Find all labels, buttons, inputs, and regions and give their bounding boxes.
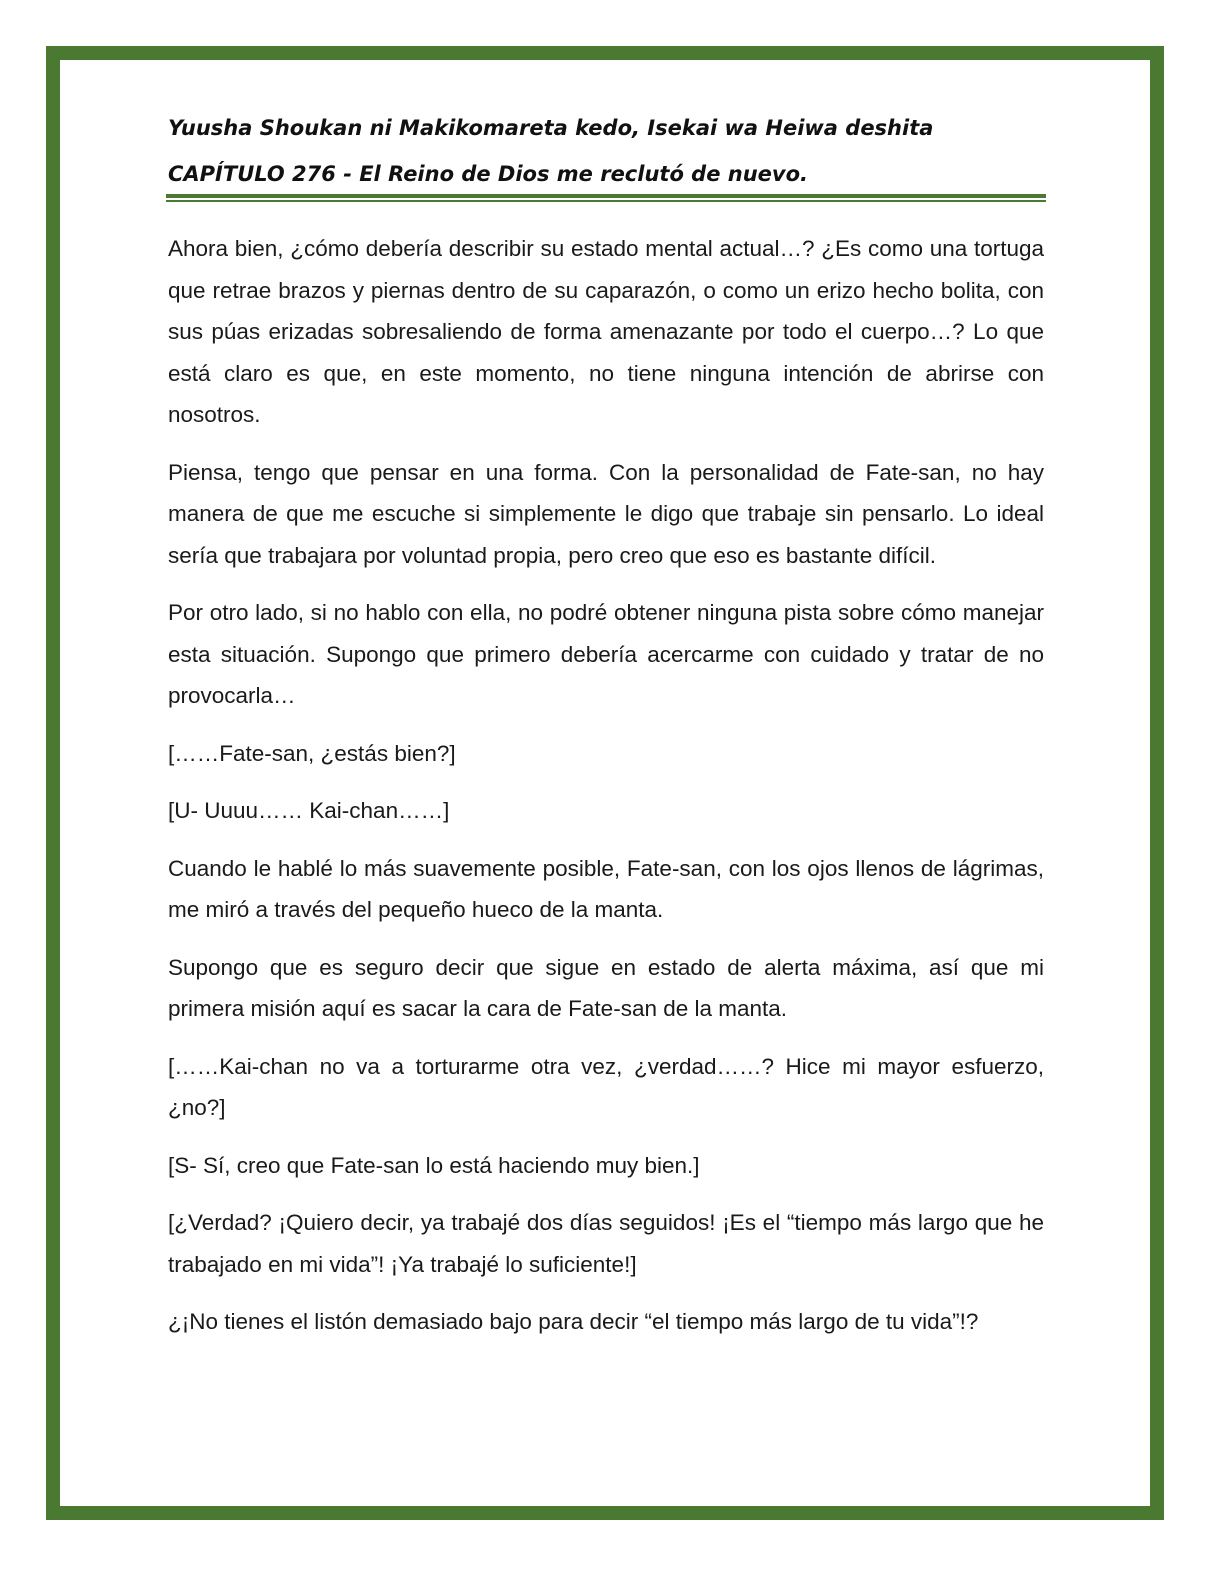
paragraph: Piensa, tengo que pensar en una forma. Con la personalidad de Fate-san, no hay manera de que me escuche si simplemente le digo que trabaje sin pensarlo. Lo ideal sería que trabajara por voluntad propia, pero creo que eso es bastante difícil. [168, 459, 1044, 568]
paragraph: Supongo que es seguro decir que sigue en estado de alerta máxima, así que mi primera misión aquí es sacar la cara de Fate-san de la manta. [168, 954, 1044, 1021]
chapter-title: CAPÍTULO 276 - El Reino de Dios me reclutó de nuevo. [168, 162, 809, 186]
document-content [168, 112, 1044, 1359]
dialogue-line: [¿Verdad? ¡Quiero decir, ya trabajé dos días seguidos! ¡Es el “tiempo más largo que he trabajado en mi vida”! ¡Ya trabajé lo suficiente!] [168, 1210, 1044, 1277]
dialogue-line: [……Kai-chan no va a torturarme otra vez, ¿verdad……? Hice mi mayor esfuerzo, ¿no?] [168, 1053, 1044, 1120]
dialogue-line: [S- Sí, creo que Fate-san lo está haciendo muy bien.] [168, 1152, 700, 1178]
series-title: Yuusha Shoukan ni Makikomareta kedo, Isekai wa Heiwa deshita [168, 116, 934, 140]
paragraph: ¿¡No tienes el listón demasiado bajo para decir “el tiempo más largo de tu vida”!? [168, 1309, 979, 1334]
chapter-body [168, 228, 1044, 1343]
paragraph: Ahora bien, ¿cómo debería describir su estado mental actual…? ¿Es como una tortuga que retrae brazos y piernas dentro de su caparazón, o como un erizo hecho bolita, con sus púas erizadas sobresaliendo de forma amenazante por todo el cuerpo…? Lo que está claro es que, en este momento, no tiene ninguna intención de abrirse con nosotros. [168, 236, 1044, 427]
dialogue-line: [……Fate-san, ¿estás bien?] [168, 740, 456, 766]
dialogue-line: [U- Uuuu…… Kai-chan……] [168, 798, 450, 823]
paragraph: Por otro lado, si no hablo con ella, no podré obtener ninguna pista sobre cómo manejar esta situación. Supongo que primero debería acercarme con cuidado y tratar de no provocarla… [168, 600, 1044, 708]
header-divider [166, 194, 1046, 202]
paragraph: Cuando le hablé lo más suavemente posible, Fate-san, con los ojos llenos de lágrimas, me miró a través del pequeño hueco de la manta. [168, 855, 1044, 922]
